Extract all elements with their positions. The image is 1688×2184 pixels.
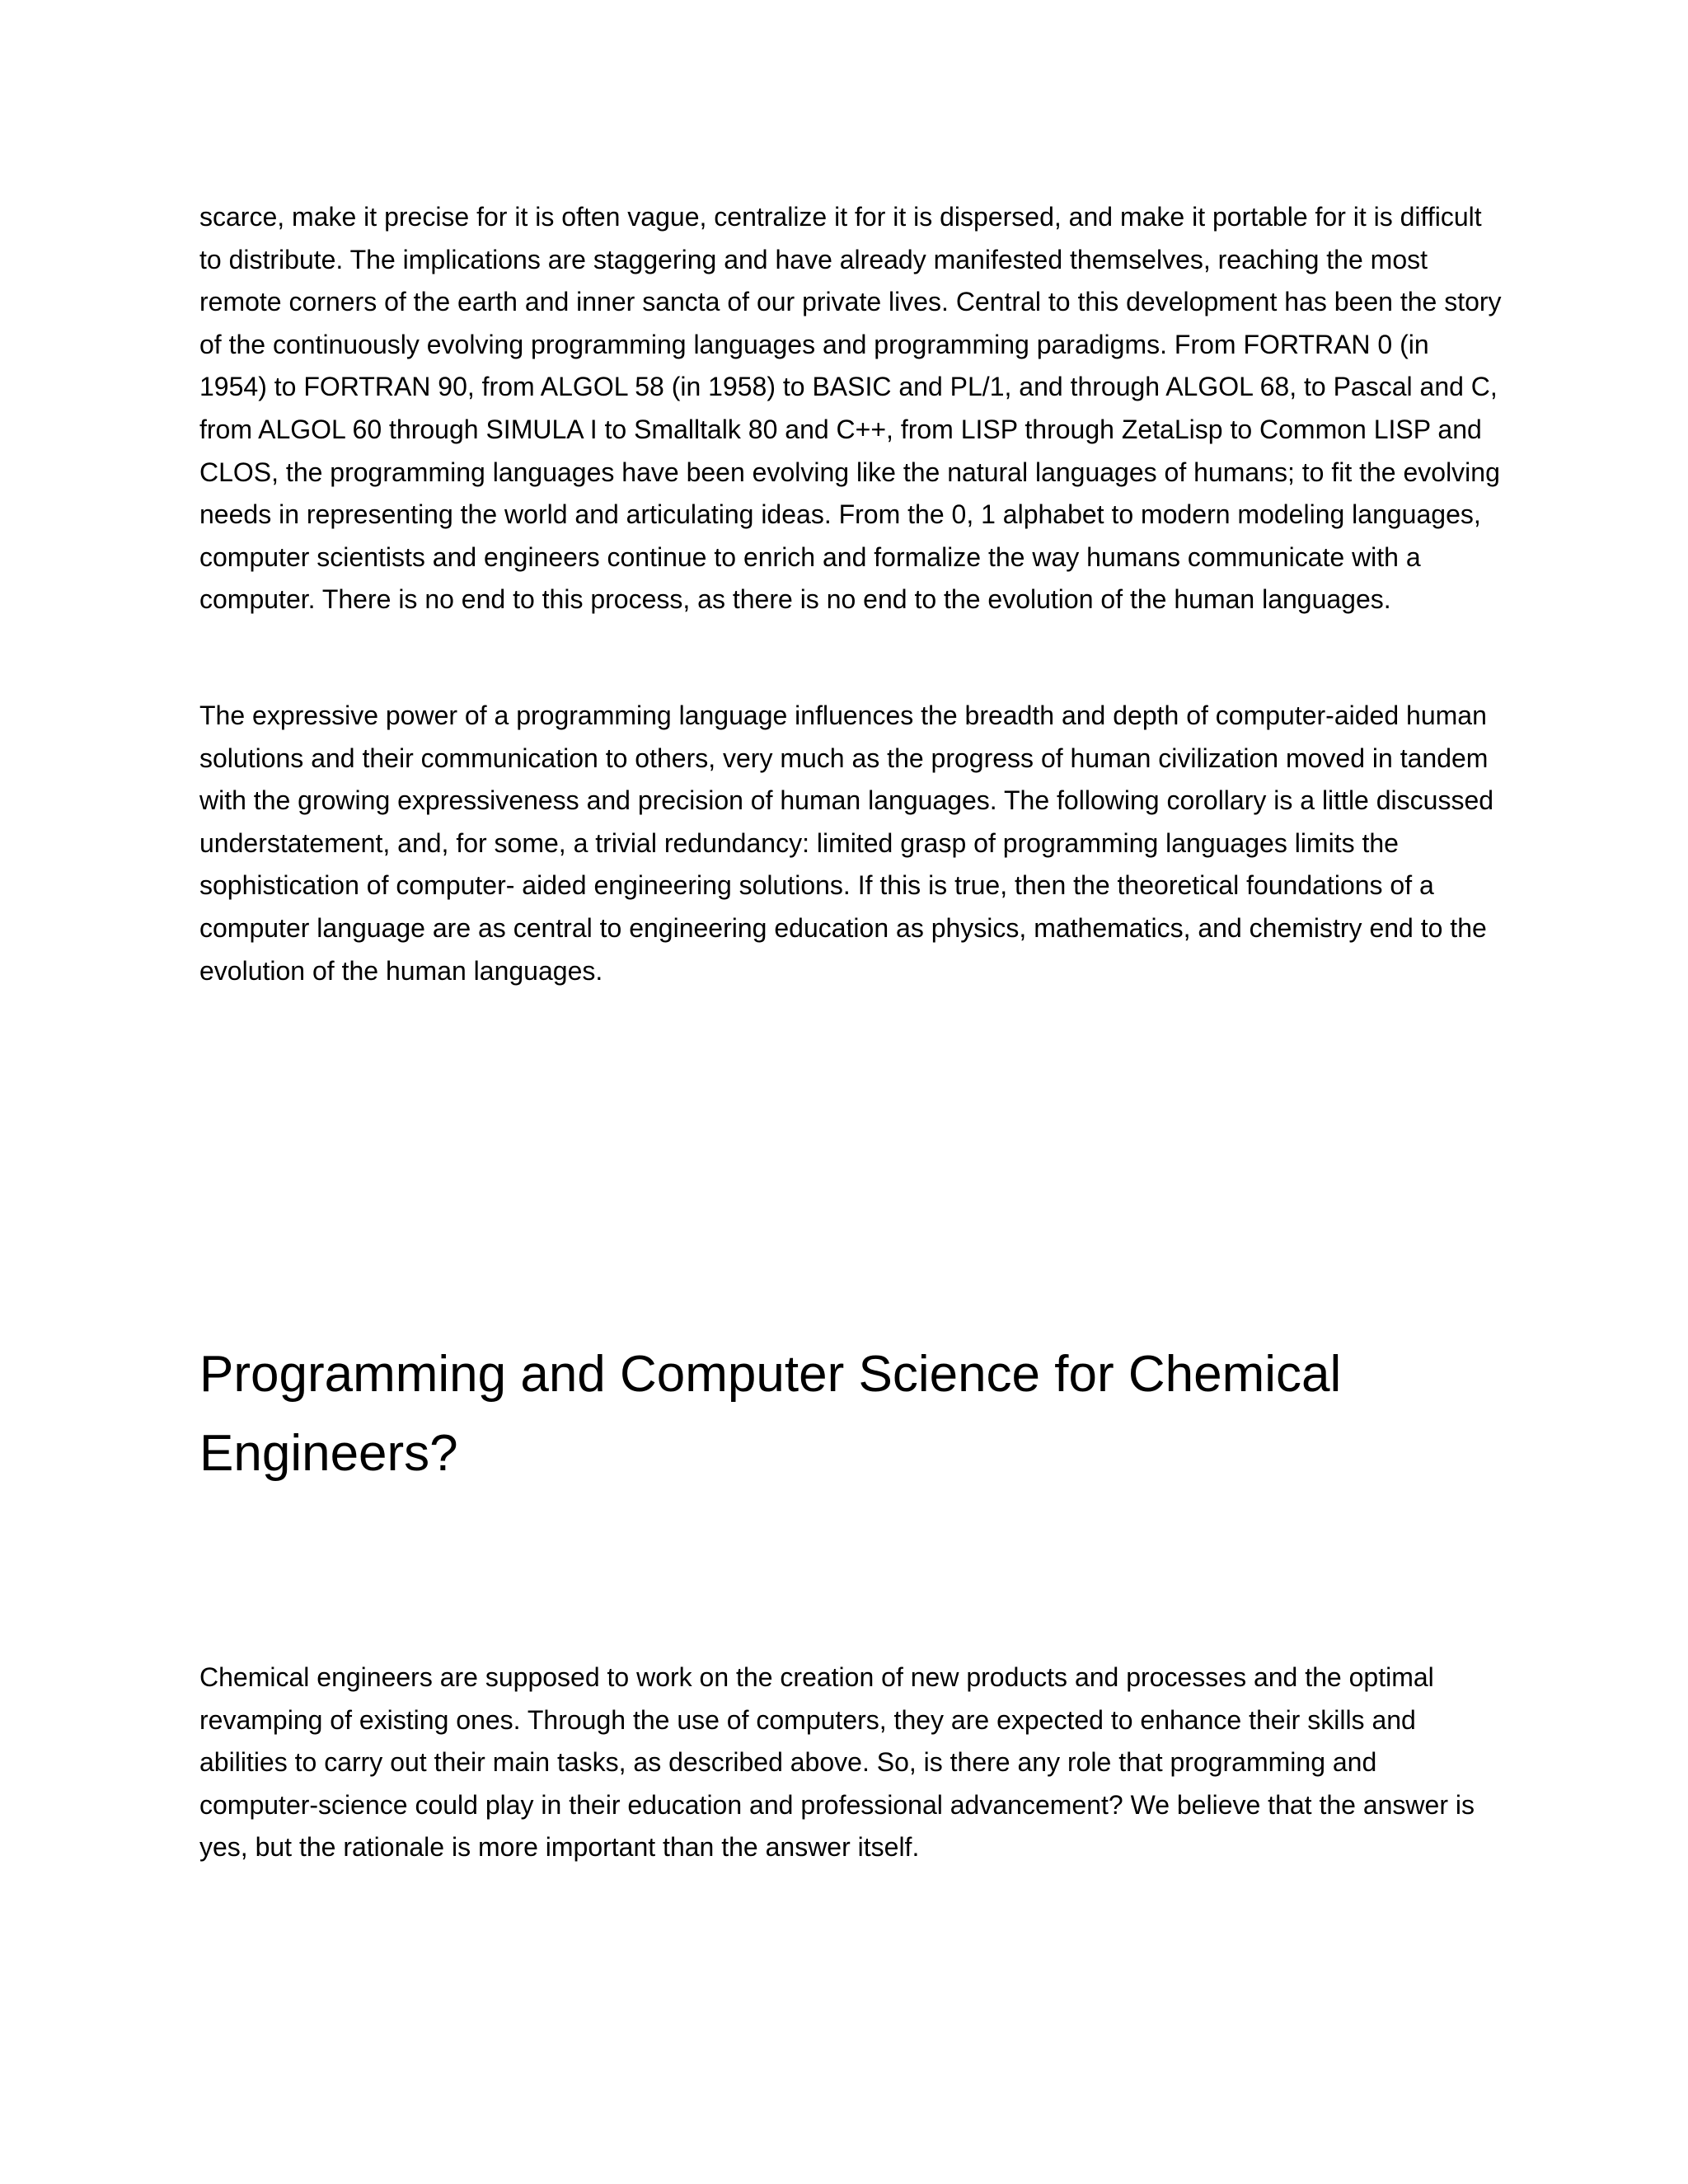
body-paragraph-programming-languages-history: scarce, make it precise for it is often vague, centralize it for it is dispersed, and make it portable for it is difficult to distribute. The implications are staggering and have already manifested themselves, reaching the most remote corners of the earth and inner sancta of our private lives. Central to this development has been the story of the continuously evolving programming languages and programming paradigms. From FORTRAN 0 (in 1954) to FORTRAN 90, from ALGOL 58 (in 1958) to BASIC and PL/1, and through ALGOL 68, to Pascal and C, from ALGOL 60 through SIMULA I to Smalltalk 80 and C++, from LISP through ZetaLisp to Common LISP and CLOS, the programming languages have been evolving like the natural languages of humans; to fit the evolving needs in representing the world and articulating ideas. From the 0, 1 alphabet to modern modeling languages, computer scientists and engineers continue to enrich and formalize the way humans communicate with a computer. There is no end to this process, as there is no end to the evolution of the human languages.: [199, 202, 1502, 615]
section-heading: Programming and Computer Science for Chemical Engineers?: [199, 1346, 1342, 1482]
body-paragraph-chemical-engineers: Chemical engineers are supposed to work on the creation of new products and processes and the optimal revamping of existing ones. Through the use of computers, they are expected to enhance their skills and abilities to carry out their main tasks, as described above. So, is there any role that programming and computer-science could play in their education and professional advancement? We believe that the answer is yes, but the rationale is more important than the answer itself.: [199, 1662, 1475, 1863]
body-paragraph-expressive-power: The expressive power of a programming language influences the breadth and depth of computer-aided human solutions and their communication to others, very much as the progress of human civilization moved in tandem with the growing expressiveness and precision of human languages. The following corollary is a little discussed understatement, and, for some, a trivial redundancy: limited grasp of programming languages limits the sophistication of computer- aided engineering solutions. If this is true, then the theoretical foundations of a computer language are as central to engineering education as physics, mathematics, and chemistry end to the evolution of the human languages.: [199, 701, 1494, 986]
